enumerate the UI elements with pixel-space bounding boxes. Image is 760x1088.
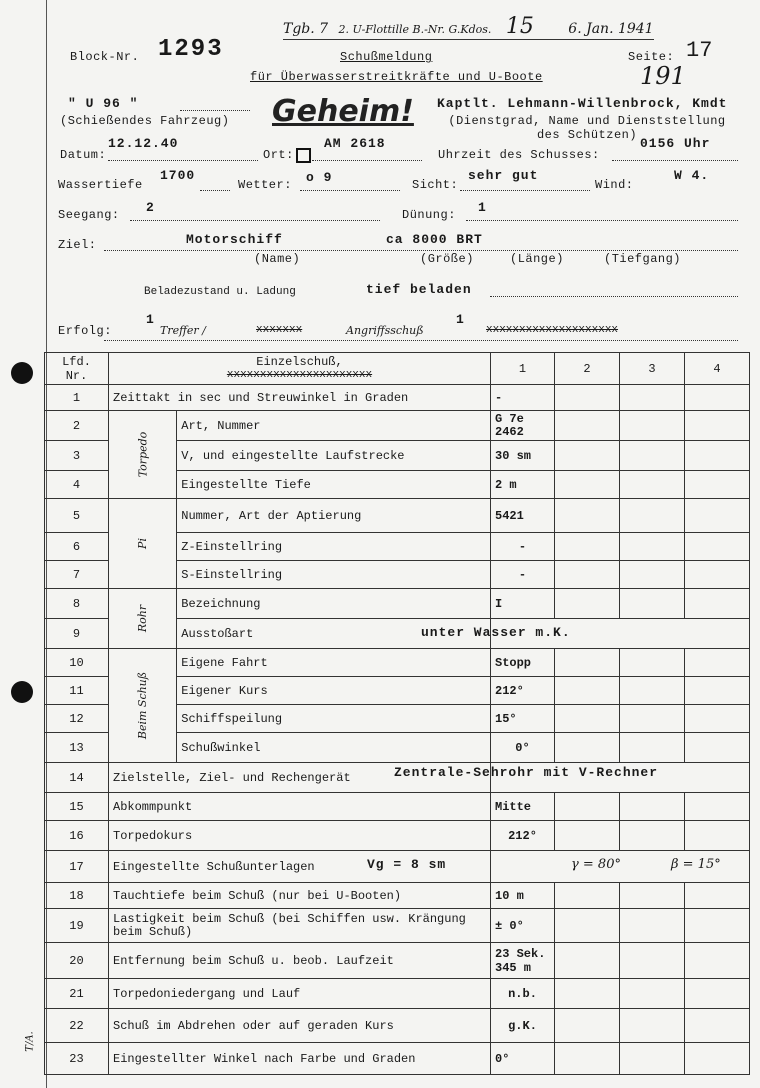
head-strike: xxxxxxxxxxxxxxxxxxxxxx <box>226 368 373 381</box>
table-row <box>45 1009 750 1043</box>
side-mark: T/A. <box>24 1031 36 1052</box>
row-label: Schußwinkel <box>177 733 491 763</box>
row-nr: 6 <box>45 533 109 561</box>
erfolg-strike: xxxxxxx <box>256 324 303 336</box>
table-row <box>45 499 750 533</box>
row-label: Eingestellte Schußunterlagen <box>113 859 315 874</box>
row-nr: 9 <box>45 619 109 649</box>
commander-label: (Dienstgrad, Name und Dienststellung des Schützen) <box>448 114 726 142</box>
row-nr: 3 <box>45 441 109 471</box>
row-nr: 20 <box>45 943 109 979</box>
dots <box>130 220 380 221</box>
row-value-1: 10 m <box>491 883 555 909</box>
row-nr: 1 <box>45 385 109 411</box>
row-nr: 22 <box>45 1009 109 1043</box>
wetter-label: Wetter: <box>238 178 292 192</box>
uhrzeit-value: 0156 Uhr <box>640 136 711 151</box>
row-label: Schiffspeilung <box>177 705 491 733</box>
row-nr: 19 <box>45 909 109 943</box>
stamp-line <box>283 14 654 40</box>
seegang-label: Seegang: <box>58 208 120 222</box>
dots <box>312 160 422 161</box>
row-label: Entfernung beim Schuß u. beob. Laufzeit <box>109 943 491 979</box>
table-row <box>45 589 750 619</box>
row-value-4: β = 15° <box>671 857 721 872</box>
erfolg-hand: Treffer / <box>160 324 206 337</box>
row-nr: 2 <box>45 411 109 441</box>
row-nr: 16 <box>45 821 109 851</box>
dots <box>104 250 738 251</box>
page-hand-number: 191 <box>640 62 686 90</box>
ziel-groesse: ca 8000 BRT <box>386 232 483 247</box>
row-label: Tauchtiefe beim Schuß (nur bei U-Booten) <box>109 883 491 909</box>
datum-label: Datum: <box>60 148 107 162</box>
dots <box>300 190 400 191</box>
row-label: Eigene Fahrt <box>177 649 491 677</box>
ziel-label: Ziel: <box>58 238 97 252</box>
row-label: Bezeichnung <box>177 589 491 619</box>
row-value-1: 5421 <box>491 499 555 533</box>
table-row <box>45 821 750 851</box>
row-label: Schuß im Abdrehen oder auf geraden Kurs <box>109 1009 491 1043</box>
row-value-1: 0° <box>491 733 555 763</box>
row-label: V, und eingestellte Laufstrecke <box>177 441 491 471</box>
row-value-3: γ = 80° <box>571 857 621 872</box>
block-label: Block-Nr. <box>70 50 140 64</box>
row-nr: 18 <box>45 883 109 909</box>
table-row <box>45 1043 750 1075</box>
stamp-prefix: Tgb. 7 <box>283 21 329 37</box>
ziel-laenge-label: (Länge) <box>510 252 564 266</box>
punch-hole-top <box>11 362 33 384</box>
datum-value: 12.12.40 <box>108 136 179 151</box>
table-row <box>45 979 750 1009</box>
form-title: Schußmeldung <box>340 50 433 64</box>
row-nr: 14 <box>45 763 109 793</box>
row-value-1: Vg = 8 sm <box>367 857 447 872</box>
head-title-text: Einzelschuß, <box>256 354 343 369</box>
page-label: Seite: <box>628 50 675 64</box>
table-row <box>45 793 750 821</box>
duenung-value: 1 <box>478 200 487 215</box>
table-row <box>45 411 750 441</box>
seegang-value: 2 <box>146 200 155 215</box>
row-value-1: - <box>491 533 555 561</box>
row-label: Abkommpunkt <box>109 793 491 821</box>
ziel-name-label: (Name) <box>254 252 301 266</box>
table-row <box>45 649 750 677</box>
geheim-stamp: Geheim! <box>272 94 414 129</box>
row-nr: 15 <box>45 793 109 821</box>
vessel: " U 96 " <box>68 96 139 111</box>
row-value-1: 212° <box>491 677 555 705</box>
stamp-date: 6. Jan. 1941 <box>568 21 654 37</box>
wassertiefe-label: Wassertiefe <box>58 178 143 192</box>
angriff-value: 1 <box>456 312 465 327</box>
commander: Kaptlt. Lehmann-Willenbrock, Kmdt <box>437 96 728 111</box>
row-value-1: I <box>491 589 555 619</box>
row-nr: 7 <box>45 561 109 589</box>
col-2: 2 <box>555 353 620 385</box>
row-value-1: 0° <box>491 1043 555 1075</box>
row-label: Lastigkeit beim Schuß (bei Schiffen usw. Krängung beim Schuß) <box>109 909 491 943</box>
row-value-1: 23 Sek. 345 m <box>491 943 555 979</box>
vessel-label: (Schießendes Fahrzeug) <box>60 114 230 128</box>
shot-table <box>44 352 750 1075</box>
table-row <box>45 883 750 909</box>
row-value-1: 30 sm <box>491 441 555 471</box>
stamp-mid: 2. U-Flottille B.-Nr. G.Kdos. <box>338 23 492 36</box>
row-nr: 23 <box>45 1043 109 1075</box>
row-value-1: n.b. <box>491 979 555 1009</box>
row-value-1: G 7e 2462 <box>491 411 555 441</box>
row-label-cell <box>109 763 659 793</box>
angriff-strike: xxxxxxxxxxxxxxxxxxxx <box>486 324 619 336</box>
page-number: 17 <box>686 38 713 63</box>
uhrzeit-label: Uhrzeit des Schusses: <box>438 148 600 162</box>
row-label: Nummer, Art der Aptierung <box>177 499 491 533</box>
row-value-1: - <box>491 385 555 411</box>
col-4: 4 <box>685 353 750 385</box>
dots <box>490 296 738 297</box>
table-row <box>45 943 750 979</box>
form-subtitle: für Überwasserstreitkräfte und U-Boote <box>250 70 543 84</box>
dots <box>460 190 590 191</box>
group-torpedo <box>109 411 177 499</box>
row-nr: 12 <box>45 705 109 733</box>
erfolg-label: Erfolg: <box>58 324 112 338</box>
wind-label: Wind: <box>595 178 634 192</box>
ort-value: AM 2618 <box>324 136 386 151</box>
row-nr: 4 <box>45 471 109 499</box>
dots <box>104 340 738 341</box>
ort-box-icon <box>296 148 311 163</box>
block-number: 1293 <box>158 36 224 63</box>
ziel-name: Motorschiff <box>186 232 283 247</box>
wetter-value: o 9 <box>306 170 333 185</box>
dots <box>180 110 250 111</box>
col-1: 1 <box>491 353 555 385</box>
row-label: Eingestellter Winkel nach Farbe und Graden <box>109 1043 491 1075</box>
ziel-groesse-label: (Größe) <box>420 252 474 266</box>
ladung-value: tief beladen <box>366 282 472 297</box>
row-value-1: Mitte <box>491 793 555 821</box>
row-value-span <box>491 851 750 883</box>
group-beim-label: Beim Schuß <box>136 671 150 739</box>
table-header <box>45 353 750 385</box>
table-row <box>45 385 750 411</box>
angriff-label: Angriffsschuß <box>346 324 424 337</box>
table-row <box>45 909 750 943</box>
row-label: Zielstelle, Ziel- und Rechengerät <box>113 770 351 785</box>
group-rohr <box>109 589 177 649</box>
dots <box>466 220 738 221</box>
dots <box>108 160 258 161</box>
row-label: Eigener Kurs <box>177 677 491 705</box>
row-nr: 5 <box>45 499 109 533</box>
row-value-1: ± 0° <box>491 909 555 943</box>
row-label: S-Einstellring <box>177 561 491 589</box>
row-value-1: 212° <box>491 821 555 851</box>
row-value-1: 2 m <box>491 471 555 499</box>
wassertiefe-value: 1700 <box>160 168 196 183</box>
group-pi <box>109 499 177 589</box>
row-nr: 10 <box>45 649 109 677</box>
row-value-1: Stopp <box>491 649 555 677</box>
group-pi-label: Pi <box>136 537 150 549</box>
row-value-span <box>421 619 750 649</box>
sicht-value: sehr gut <box>468 168 539 183</box>
row-label: Ausstoßart <box>181 626 254 641</box>
erfolg-value: 1 <box>146 312 155 327</box>
group-beim-schuss <box>109 649 177 763</box>
row-label: Zeittakt in sec und Streuwinkel in Graden <box>109 385 491 411</box>
group-rohr-label: Rohr <box>136 604 150 632</box>
row-label: Art, Nummer <box>177 411 491 441</box>
row-value-1: g.K. <box>491 1009 555 1043</box>
ladung-label: Beladezustand u. Ladung <box>144 286 296 298</box>
row-value-1: - <box>491 561 555 589</box>
col-3: 3 <box>620 353 685 385</box>
stamp-num: 15 <box>505 14 534 39</box>
row-nr: 8 <box>45 589 109 619</box>
row-nr: 11 <box>45 677 109 705</box>
ort-label: Ort: <box>263 148 294 162</box>
row-value-1: Zentrale-Sehrohr mit V-Rechner <box>394 765 659 780</box>
sicht-label: Sicht: <box>412 178 459 192</box>
dots <box>200 190 230 191</box>
row-nr: 21 <box>45 979 109 1009</box>
row-nr: 13 <box>45 733 109 763</box>
dots <box>612 160 738 161</box>
table-row <box>45 763 750 793</box>
head-title <box>109 353 491 385</box>
group-torpedo-label: Torpedo <box>136 431 150 477</box>
row-label: Torpedoniedergang und Lauf <box>109 979 491 1009</box>
duenung-label: Dünung: <box>402 208 456 222</box>
wind-value: W 4. <box>674 168 710 183</box>
table-row <box>45 851 750 883</box>
ziel-tiefgang-label: (Tiefgang) <box>604 252 682 266</box>
row-value-1: unter Wasser m.K. <box>421 625 571 640</box>
row-label: Z-Einstellring <box>177 533 491 561</box>
row-nr: 17 <box>45 851 109 883</box>
punch-hole-bottom <box>11 681 33 703</box>
row-label: Eingestellte Tiefe <box>177 471 491 499</box>
head-nr: Lfd. Nr. <box>45 353 109 385</box>
row-label-cell <box>109 851 491 883</box>
row-value-1: 15° <box>491 705 555 733</box>
row-label: Torpedokurs <box>109 821 491 851</box>
